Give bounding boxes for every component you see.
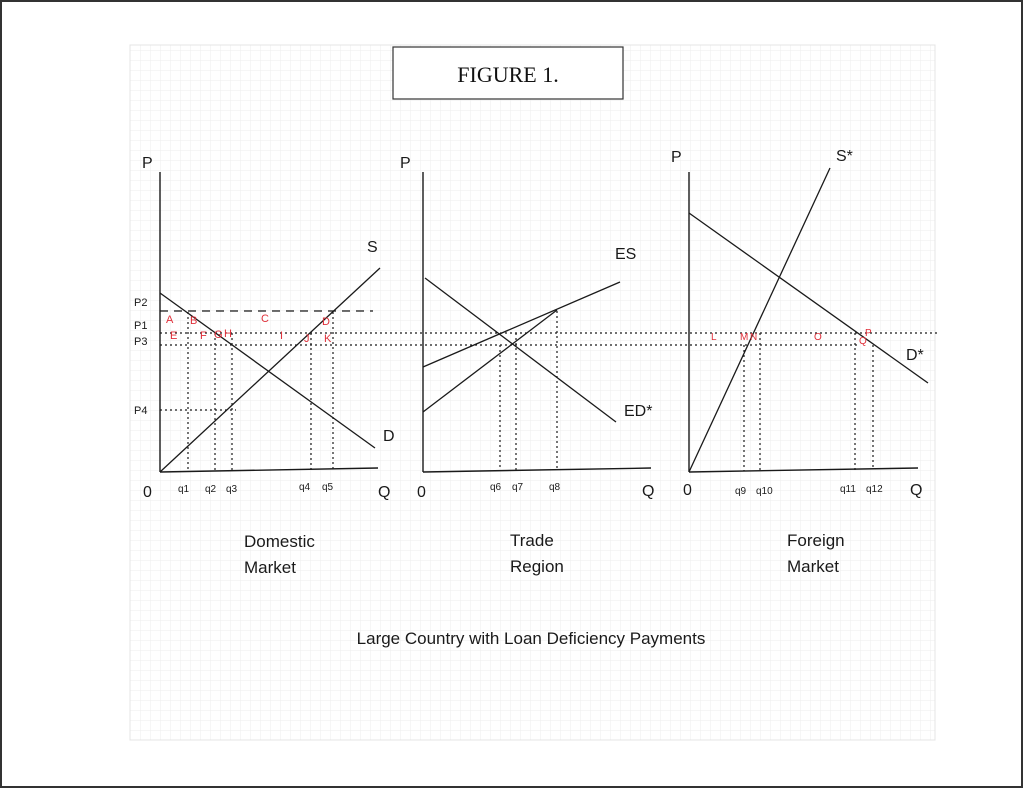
foreign-axis-q-label: Q — [910, 482, 923, 499]
figure-caption: Large Country with Loan Deficiency Payments — [356, 629, 706, 648]
domestic-p1-label: P1 — [134, 320, 148, 332]
point-d-label: D — [322, 316, 330, 328]
domestic-q1-label: q1 — [178, 484, 190, 495]
foreign-caption-line2: Market — [787, 557, 839, 576]
point-n-label: N — [750, 332, 758, 343]
trade-es-label: ES — [615, 246, 637, 263]
point-e-label: E — [170, 330, 178, 342]
trade-caption-line1: Trade — [510, 531, 554, 550]
domestic-caption-line2: Market — [244, 558, 296, 577]
foreign-demand-label: D* — [906, 347, 924, 364]
domestic-q5-label: q5 — [322, 482, 334, 493]
trade-q8-label: q8 — [549, 482, 561, 493]
domestic-p2-label: P2 — [134, 297, 148, 309]
point-c-label: C — [261, 313, 269, 325]
point-k-label: K — [324, 333, 332, 345]
trade-q7-label: q7 — [512, 482, 524, 493]
domestic-axis-q-label: Q — [378, 484, 391, 501]
point-p-label: P — [865, 328, 872, 339]
domestic-p3-label: P3 — [134, 336, 148, 348]
foreign-q9-label: q9 — [735, 486, 747, 497]
point-i-label: I — [280, 330, 284, 342]
point-f-label: F — [200, 330, 207, 342]
trade-origin-label: 0 — [417, 484, 426, 501]
point-l-label: L — [711, 332, 717, 343]
point-b-label: B — [190, 315, 198, 327]
foreign-caption-line1: Foreign — [787, 531, 845, 550]
domestic-demand-label: D — [383, 428, 395, 445]
domestic-q4-label: q4 — [299, 482, 311, 493]
point-a-label: A — [166, 314, 174, 326]
foreign-q12-label: q12 — [866, 484, 883, 495]
point-m-label: M — [740, 332, 749, 343]
point-q-label: Q — [859, 336, 867, 347]
point-o-label: O — [814, 332, 822, 343]
domestic-q3-label: q3 — [226, 484, 238, 495]
title-box — [393, 47, 623, 99]
domestic-caption-line1: Domestic — [244, 532, 315, 551]
foreign-axis-p-label: P — [671, 149, 682, 166]
domestic-axis-p-label: P — [142, 155, 153, 172]
foreign-origin-label: 0 — [683, 482, 692, 499]
trade-axis-p-label: P — [400, 155, 411, 172]
foreign-supply-label: S* — [836, 148, 853, 165]
trade-caption-line2: Region — [510, 557, 564, 576]
point-j-label: J — [304, 333, 310, 345]
trade-axis-q-label: Q — [642, 483, 655, 500]
point-g-label: G — [214, 329, 223, 341]
figure-title: FIGURE 1. — [457, 62, 559, 87]
domestic-supply-label: S — [367, 239, 378, 256]
domestic-origin-label: 0 — [143, 484, 152, 501]
trade-q6-label: q6 — [490, 482, 502, 493]
domestic-q2-label: q2 — [205, 484, 217, 495]
trade-ed-label: ED* — [624, 403, 653, 420]
foreign-q10-label: q10 — [756, 486, 773, 497]
domestic-p4-label: P4 — [134, 405, 148, 417]
foreign-q11-label: q11 — [840, 484, 856, 495]
point-h-label: H — [224, 328, 232, 340]
